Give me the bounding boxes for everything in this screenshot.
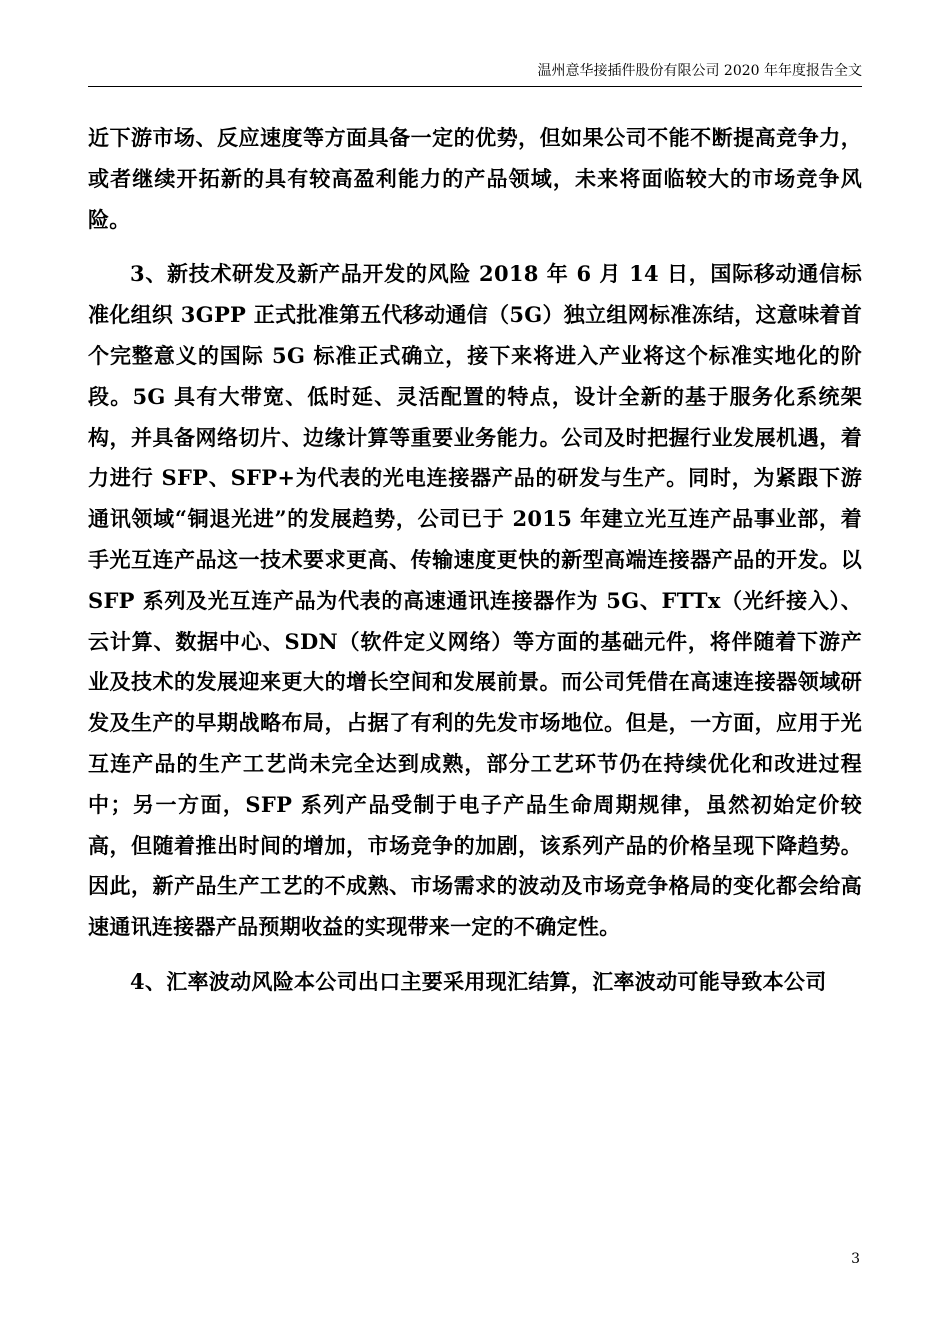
paragraph-continued: 近下游市场、反应速度等方面具备一定的优势，但如果公司不能不断提高竞争力，或者继续开拓新的具有较高盈利能力的产品领域，未来将面临较大的市场竞争风险。	[88, 125, 862, 232]
paragraph-technology-risk: 3、新技术研发及新产品开发的风险 2018 年 6 月 14 日，国际移动通信标准化组织 3GPP 正式批准第五代移动通信（5G）独立组网标准冻结，这意味着首个完整意义的国际 5G 标准正式确立，接下来将进入产业将这个标准实地化的阶段。5G 具有大带宽、低时延、灵活配置的特点，设计全新的基于服务化系统架构，并具备网络切片、边缘计算等重要业务能力。公司及时把握行业发展机遇，着力进行 SFP、SFP+为代表的光电连接器产品的研发与生产。同时，为紧跟下游通讯领域“铜退光进”的发展趋势，公司已于 2015 年建立光互连产品事业部，着手光互连产品这一技术要求更高、传输速度更快的新型高端连接器产品的开发。以 SFP 系列及光互连产品为代表的高速通讯连接器作为 5G、FTTx（光纤接入）、云计算、数据中心、SDN（软件定义网络）等方面的基础元件，将伴随着下游产业及技术的发展迎来更大的增长空间和发展前景。而公司凭借在高速连接器领域研发及生产的早期战略布局，占据了有利的先发市场地位。但是，一方面，应用于光互连产品的生产工艺尚未完全达到成熟，部分工艺环节仍在持续优化和改进过程中；另一方面，SFP 系列产品受制于电子产品生命周期规律，虽然初始定价较高，但随着推出时间的增加，市场竞争的加剧，该系列产品的价格呈现下降趋势。因此，新产品生产工艺的不成熟、市场需求的波动及市场竞争格局的变化都会给高速通讯连接器产品预期收益的实现带来一定的不确定性。	[88, 261, 862, 940]
page-header	[88, 60, 862, 87]
header-title: 温州意华接插件股份有限公司 2020 年年度报告全文	[537, 63, 862, 79]
document-body	[88, 118, 862, 1003]
paragraph-exchange-rate-risk: 4、汇率波动风险本公司出口主要采用现汇结算，汇率波动可能导致本公司	[130, 968, 827, 994]
page-number: 3	[851, 1251, 860, 1267]
